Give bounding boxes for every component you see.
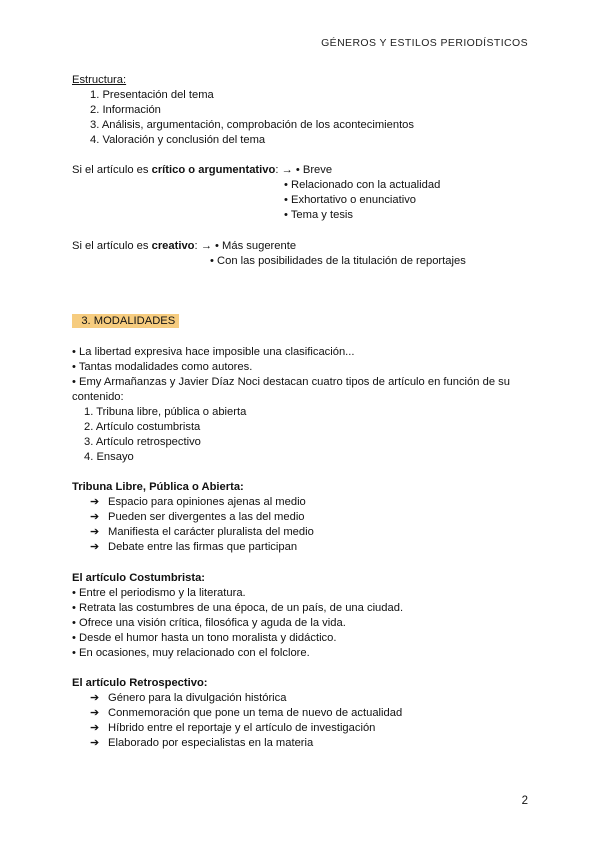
modalidad-type: 2. Artículo costumbrista: [84, 421, 201, 433]
critico-keyword: crítico o argumentativo: [151, 164, 276, 176]
page-header: GÉNEROS Y ESTILOS PERIODÍSTICOS: [321, 37, 528, 49]
tribuna-title: Tribuna Libre, Pública o Abierta:: [72, 481, 244, 493]
tribuna-item: ➔ Pueden ser divergentes a las del medio: [90, 511, 305, 523]
tribuna-item: ➔ Debate entre las firmas que participan: [90, 541, 298, 553]
arrow-right-icon: ➔: [90, 707, 100, 719]
critico-line: [72, 163, 332, 177]
page-number: 2: [521, 795, 528, 807]
modalidades-bullet: contenido:: [72, 391, 124, 403]
arrow-right-icon: ➔: [90, 737, 100, 749]
costumbrista-title: El artículo Costumbrista:: [72, 572, 206, 584]
modalidad-type: 3. Artículo retrospectivo: [84, 436, 201, 448]
estructura-item: 3. Análisis, argumentación, comprobación de los acontecimientos: [90, 119, 414, 131]
costumbrista-item: • Ofrece una visión crítica, filosófica y aguda de la vida.: [72, 617, 346, 629]
creativo-keyword: creativo: [151, 240, 195, 252]
estructura-item: 2. Información: [90, 104, 161, 116]
arrow-right-icon: ➔: [90, 722, 100, 734]
estructura-item: 4. Valoración y conclusión del tema: [90, 134, 266, 146]
costumbrista-item: • En ocasiones, muy relacionado con el folclore.: [72, 647, 310, 659]
modalidades-bullet: • Tantas modalidades como autores.: [72, 361, 253, 373]
creativo-line: [72, 239, 296, 253]
estructura-item: 1. Presentación del tema: [90, 89, 214, 101]
modalidad-type: 1. Tribuna libre, pública o abierta: [84, 406, 247, 418]
arrow-right-icon: ➔: [90, 541, 100, 553]
critico-item: • Exhortativo o enunciativo: [284, 194, 417, 206]
modalidad-type: 4. Ensayo: [84, 451, 134, 463]
creativo-first: • Más sugerente: [215, 240, 297, 252]
modalidades-heading: 3. MODALIDADES: [72, 314, 179, 328]
costumbrista-item: • Retrata las costumbres de una época, de un país, de una ciudad.: [72, 602, 404, 614]
costumbrista-item: • Entre el periodismo y la literatura.: [72, 587, 246, 599]
modalidades-bullet: • La libertad expresiva hace imposible una clasificación...: [72, 346, 355, 358]
critico-first: • Breve: [295, 164, 333, 176]
arrow-right-icon: ➔: [90, 692, 100, 704]
critico-prefix: Si el artículo es: [72, 164, 152, 176]
retrospectivo-item: ➔ Híbrido entre el reportaje y el artículo de investigación: [90, 722, 376, 734]
arrow-right-icon: ➔: [90, 511, 100, 523]
tribuna-item: ➔ Manifiesta el carácter pluralista del medio: [90, 526, 314, 538]
modalidades-bullet: • Emy Armañanzas y Javier Díaz Noci destacan cuatro tipos de artículo en función de su: [72, 376, 510, 388]
critico-item: • Relacionado con la actualidad: [284, 179, 441, 191]
retrospectivo-item: ➔ Elaborado por especialistas en la materia: [90, 737, 314, 749]
estructura-title: Estructura:: [72, 74, 127, 86]
arrow-right-icon: ➔: [90, 526, 100, 538]
critico-item: • Tema y tesis: [284, 209, 353, 221]
creativo-prefix: Si el artículo es: [72, 240, 152, 252]
retrospectivo-item: ➔ Conmemoración que pone un tema de nuevo de actualidad: [90, 707, 403, 719]
costumbrista-item: • Desde el humor hasta un tono moralista y didáctico.: [72, 632, 337, 644]
critico-suffix: : →: [275, 164, 296, 176]
creativo-item: • Con las posibilidades de la titulación de reportajes: [210, 255, 466, 267]
arrow-right-icon: ➔: [90, 496, 100, 508]
section-heading: [72, 314, 179, 328]
retrospectivo-title: El artículo Retrospectivo:: [72, 677, 208, 689]
tribuna-item: ➔ Espacio para opiniones ajenas al medio: [90, 496, 306, 508]
retrospectivo-item: ➔ Género para la divulgación histórica: [90, 692, 287, 704]
creativo-suffix: : →: [194, 240, 216, 252]
